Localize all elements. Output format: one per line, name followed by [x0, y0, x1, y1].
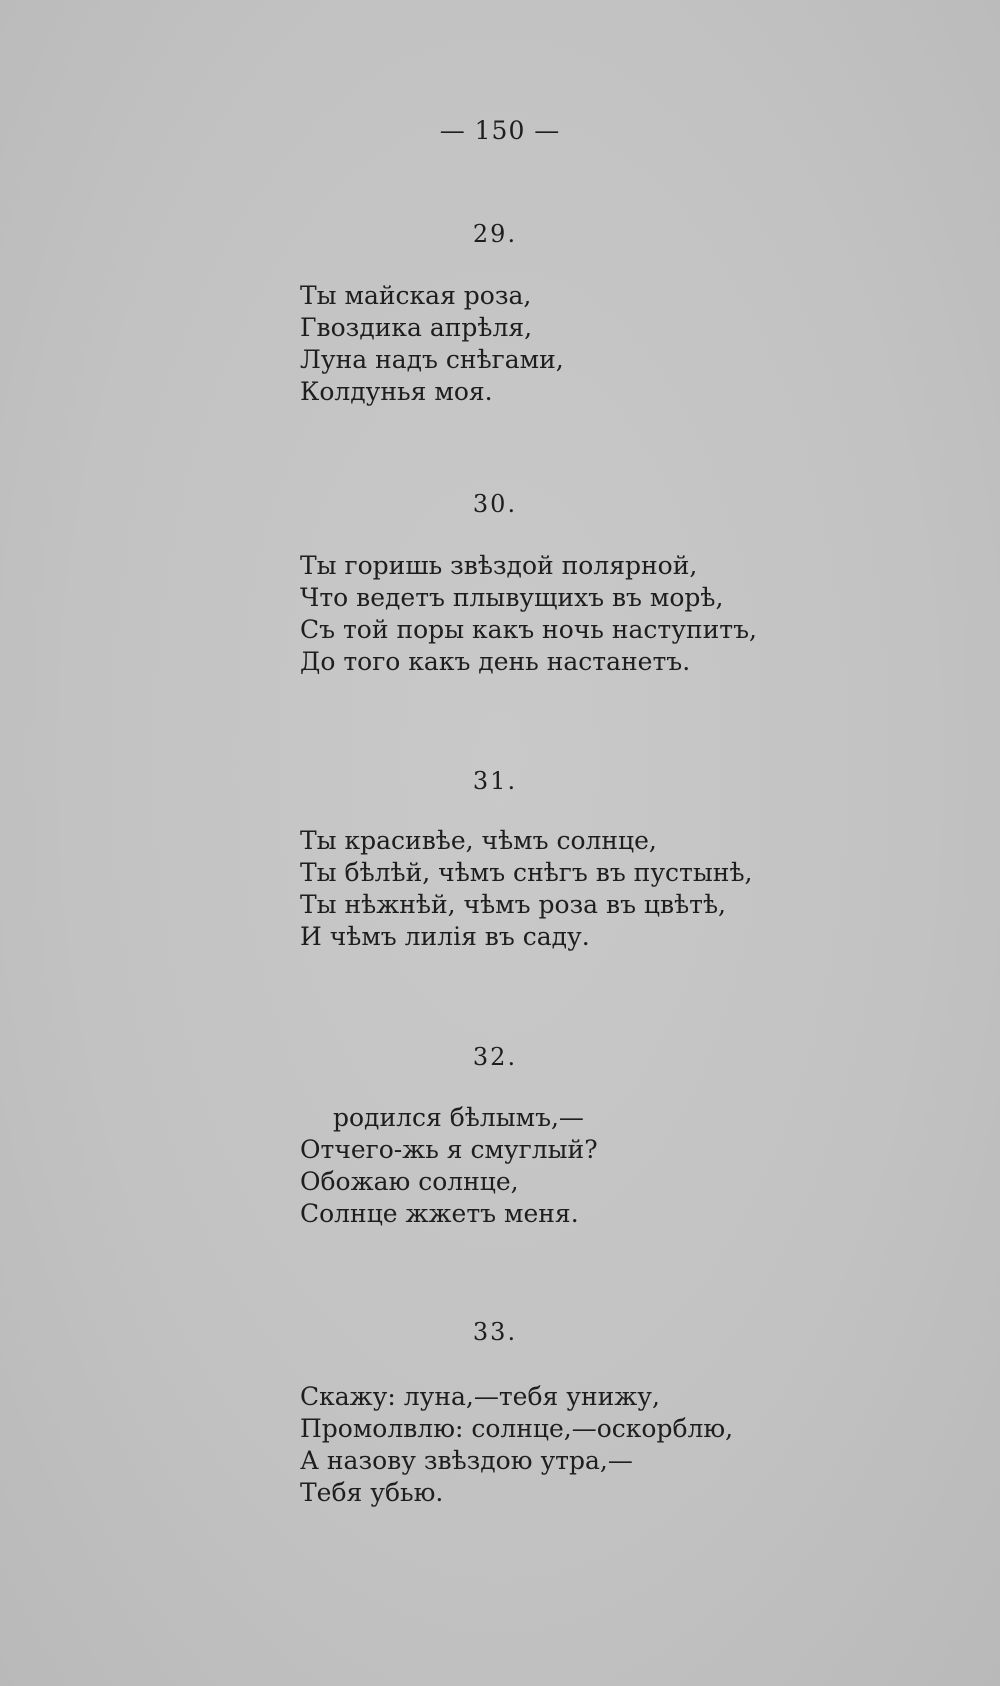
verse-line: Луна надъ снѣгами, — [300, 345, 564, 374]
verse-line: Обожаю солнце, — [300, 1167, 519, 1196]
verse-line: Гвоздика апрѣля, — [300, 313, 533, 342]
verse-line: Ты бѣлѣй, чѣмъ снѣгъ въ пустынѣ, — [300, 858, 753, 887]
verse-line: Солнце жжетъ меня. — [300, 1199, 579, 1228]
verse-line: Съ той поры какъ ночь наступитъ, — [300, 615, 757, 644]
verse-line: Скажу: луна,—тебя унижу, — [300, 1382, 660, 1411]
poem-number: 32. — [472, 1043, 518, 1071]
verse-line: И чѣмъ лилія въ саду. — [300, 922, 590, 951]
poem-verse — [300, 1102, 598, 1230]
verse-line: А назову звѣздою утра,— — [300, 1446, 633, 1475]
poem-verse — [300, 280, 564, 408]
poem-verse — [300, 550, 757, 678]
verse-line: Отчего-жь я смуглый? — [300, 1135, 598, 1164]
poem-verse — [300, 1381, 733, 1509]
page-number: — 150 — — [439, 116, 561, 145]
verse-line: Промолвлю: солнце,—оскорблю, — [300, 1414, 734, 1443]
verse-line: Тебя убью. — [300, 1478, 444, 1507]
verse-line: Колдунья моя. — [300, 377, 493, 406]
verse-line: родился бѣлымъ,— — [333, 1103, 584, 1132]
verse-line: Что ведетъ плывущихъ въ морѣ, — [300, 583, 724, 612]
verse-line: Ты майская роза, — [300, 281, 532, 310]
verse-line: Ты горишь звѣздой полярной, — [300, 551, 698, 580]
poem-number: 30. — [472, 490, 518, 518]
poem-verse — [300, 825, 752, 953]
poem-number: 33. — [472, 1318, 518, 1346]
verse-line: Ты красивѣе, чѣмъ солнце, — [300, 826, 657, 855]
verse-line: До того какъ день настанетъ. — [300, 647, 691, 676]
poem-number: 31. — [472, 767, 518, 795]
verse-line: Ты нѣжнѣй, чѣмъ роза въ цвѣтѣ, — [300, 890, 727, 919]
poem-number: 29. — [472, 220, 518, 248]
